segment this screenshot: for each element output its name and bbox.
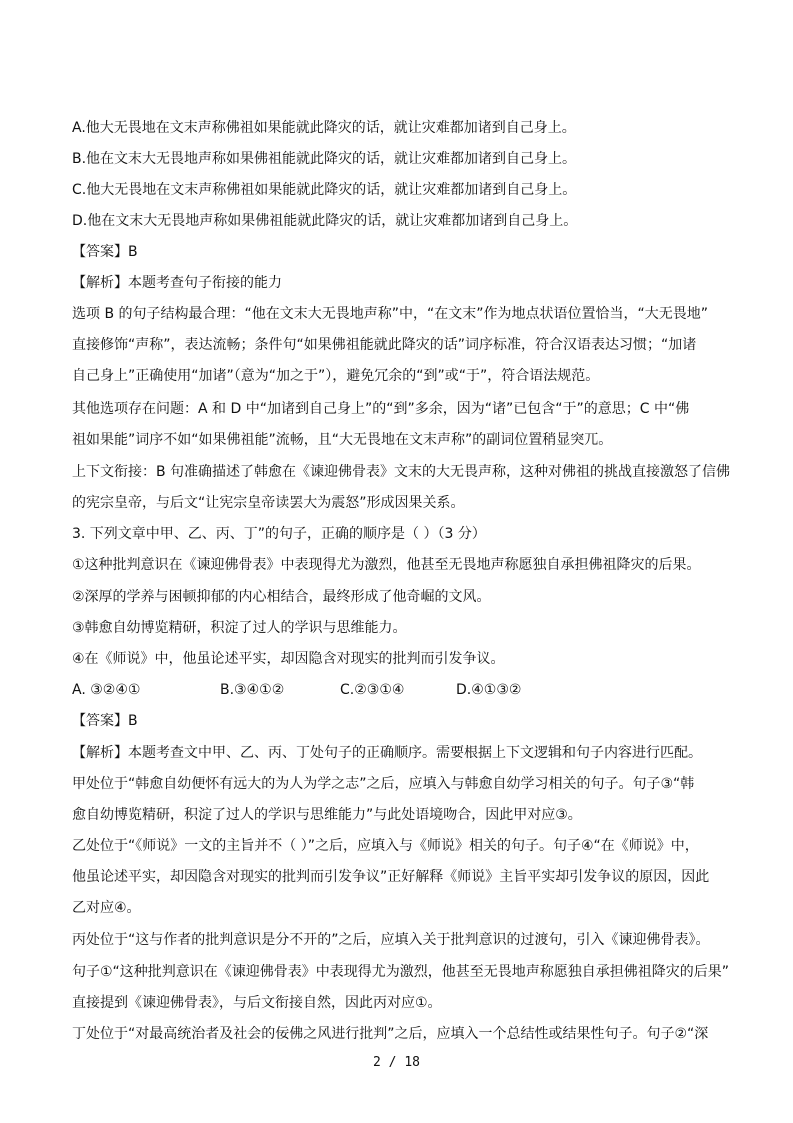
option-b-q2: B.他在文末大无畏地声称如果佛祖能就此降灾的话，就让灾难都加诸到自己身上。: [72, 151, 577, 167]
answer-q3: 【答案】B: [72, 713, 138, 729]
sentence-4-q3: ④在《师说》中，他虽论述平实，却因隐含对现实的批判而引发争议。: [72, 651, 505, 667]
sentence-2-q3: ②深厚的学养与困顿抑郁的内心相结合，最终形成了他奇崛的文风。: [72, 589, 491, 605]
analysis-q3-line: 丙处位于“这与作者的批判意识是分不开的”之后，应填入关于批判意识的过渡句，引入《谏迎佛骨表》。: [72, 932, 710, 948]
answer-q2: 【答案】B: [72, 244, 138, 260]
sentence-3-q3: ③韩愈自幼博览精研，积淀了过人的学识与思维能力。: [72, 620, 407, 636]
analysis-q3-line: 乙对应④。: [72, 900, 141, 916]
analysis-q3-line: 句子①“这种批判意识在《谏迎佛骨表》中表现得尤为激烈，他甚至无畏地声称愿独自承担佛祖降灾的后果”: [72, 964, 730, 980]
analysis-q3-line: 直接提到《谏迎佛骨表》，与后文衔接自然，因此丙对应①。: [72, 995, 442, 1011]
analysis-q2-line: 自己身上”正确使用“加诸”（意为“加之于”），避免冗余的“到”或“于”，符合语法规范。: [72, 368, 600, 384]
analysis-q2-line: 【解析】本题考查句子衔接的能力: [72, 275, 282, 291]
analysis-q3-line: 【解析】本题考查文中甲、乙、丙、丁处句子的正确顺序。需要根据上下文逻辑和句子内容进行匹配。: [72, 745, 702, 761]
analysis-q3-line: 丁处位于“对最高统治者及社会的佞佛之风进行批判”之后，应填入一个总结性或结果性句子。句子②“深: [72, 1026, 709, 1042]
analysis-q3-line: 愈自幼博览精研，积淀了过人的学识与思维能力”与此处语境吻合，因此甲对应③。: [72, 807, 582, 823]
analysis-q2-line: 祖如果能”词序不如“如果佛祖能”流畅，且“大无畏地在文末声称”的副词位置稍显突兀。: [72, 432, 613, 448]
analysis-q2-line: 其他选项存在问题：A 和 D 中“加诸到自己身上”的“到”多余，因为“诸”已包含“于”的意思；C 中“佛: [72, 401, 690, 417]
analysis-q2-line: 上下文衔接：B 句准确描述了韩愈在《谏迎佛骨表》文末的大无畏声称，这种对佛祖的挑战直接激怒了信佛: [72, 464, 731, 480]
page-number: 2 / 18: [373, 1055, 420, 1070]
option-c-q2: C.他大无畏地在文末声称佛祖如果能就此降灾的话，就让灾难都加诸到自己身上。: [72, 182, 577, 198]
sentence-1-q3: ①这种批判意识在《谏迎佛骨表》中表现得尤为激烈，他甚至无畏地声称愿独自承担佛祖降灾的后果。: [72, 557, 701, 573]
choices-q3: [72, 680, 742, 702]
option-d-q2: D.他在文末大无畏地声称如果佛祖能就此降灾的话，就让灾难都加诸到自己身上。: [72, 213, 578, 229]
question-q3: 3. 下列文章中甲、乙、丙、丁”的句子，正确的顺序是（ ）（3 分）: [72, 526, 486, 542]
analysis-q3-line: 他虽论述平实，却因隐含对现实的批判而引发争议”正好解释《师说》主旨平实却引发争议的原因，因此: [72, 869, 710, 885]
choice-c-q3: C.②③①④: [340, 682, 405, 698]
analysis-q3-line: 乙处位于“《师说》一文的主旨并不（ ）”之后，应填入与《师说》相关的句子。句子④“在《师说》中，: [72, 838, 699, 854]
choice-a-q3: A. ③②④①: [72, 682, 141, 698]
analysis-q2-line: 选项 B 的句子结构最合理：“他在文末大无畏地声称”中，“在文末”作为地点状语位置恰当，“大无畏地”: [72, 306, 709, 322]
choice-b-q3: B.③④①②: [220, 682, 285, 698]
analysis-q2-line: 的宪宗皇帝，与后文“让宪宗皇帝读罢大为震怒”形成因果关系。: [72, 495, 465, 511]
choice-d-q3: D.④①③②: [456, 682, 522, 698]
analysis-q3-line: 甲处位于“韩愈自幼便怀有远大的为人为学之志”之后，应填入与韩愈自幼学习相关的句子。句子③“韩: [72, 776, 695, 792]
option-a-q2: A.他大无畏地在文末声称佛祖如果能就此降灾的话，就让灾难都加诸到自己身上。: [72, 120, 576, 136]
analysis-q2-line: 直接修饰“声称”，表达流畅；条件句“如果佛祖能就此降灾的话”词序标准，符合汉语表达习惯；“加诸: [72, 337, 697, 353]
